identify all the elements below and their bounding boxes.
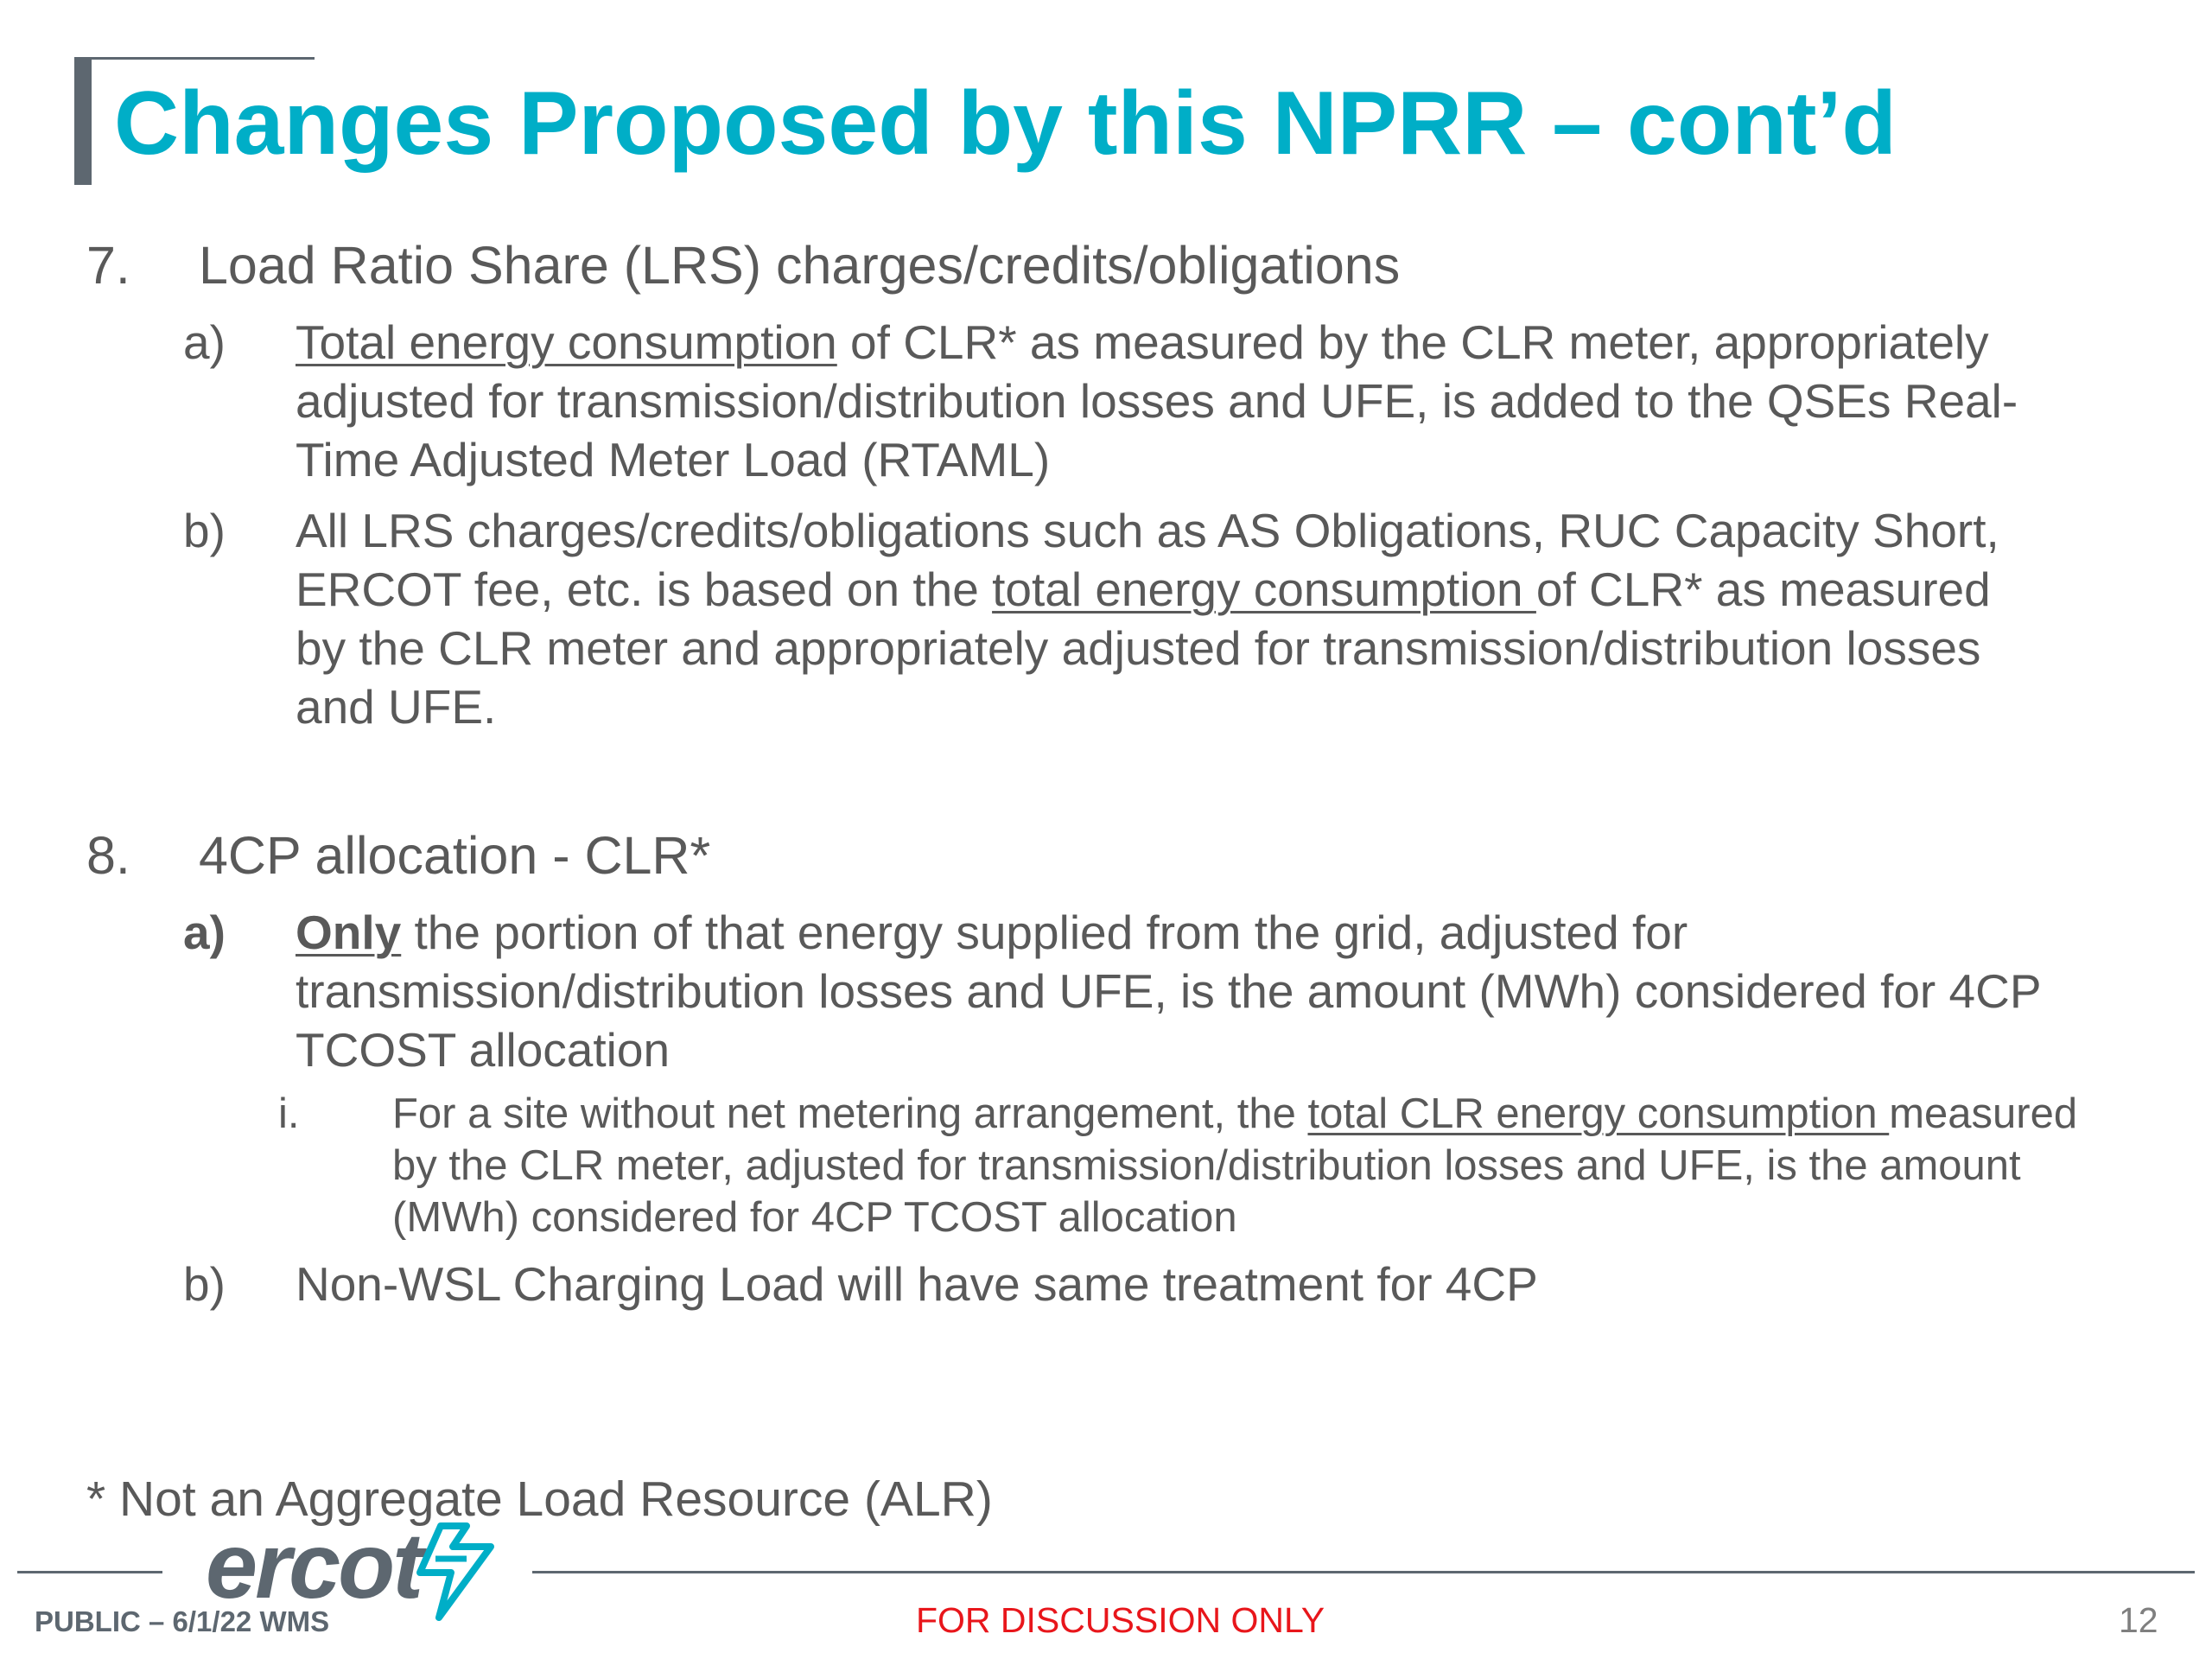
list-item-7 [86,235,1642,296]
underlined-term: total energy consumption [992,563,1536,616]
footer-classification: PUBLIC – 6/1/22 WMS [35,1605,330,1637]
logo-wordmark: ercot [206,1513,422,1618]
sub-sub-item-line: by the CLR meter, adjusted for transmission/distribution losses and UFE, is the amount [392,1142,2021,1189]
footer-divider-left [17,1571,162,1573]
sub-item-line: by the CLR meter and appropriately adjusted for transmission/distribution losses [296,621,1981,675]
sub-item-line: and UFE. [296,680,497,734]
sub-sub-item-8a-i [278,1088,2205,1243]
logo-arrow-icon [406,1521,498,1623]
list-number: 8. [86,826,130,885]
title-accent-line [74,57,315,60]
sub-sub-item-line: (MWh) considered for 4CP TCOST allocation [392,1194,1237,1241]
sub-item-7a [183,313,2171,494]
footer-divider-right [532,1571,2195,1573]
footnote: * Not an Aggregate Load Resource (ALR) [86,1471,993,1527]
list-item-text: 4CP allocation - CLR* [199,826,711,885]
sub-item-7b [183,501,2171,743]
sub-sub-item-marker: i. [278,1090,300,1137]
sub-item-line: of CLR* as measured [1535,563,1991,616]
list-item-text: Load Ratio Share (LRS) charges/credits/obligations [199,236,1401,295]
page-number: 12 [2119,1600,2158,1640]
sub-item-line: All LRS charges/credits/obligations such as AS Obligations, RUC Capacity Short, [296,504,1999,557]
list-number: 7. [86,236,130,295]
sub-item-line: TCOST allocation [296,1023,671,1077]
sub-item-marker: a) [183,906,226,959]
sub-item-marker: a) [183,315,226,369]
sub-item-line: transmission/distribution losses and UFE, is the amount (MWh) considered for 4CP [296,964,2042,1018]
sub-sub-item-line: measured [1889,1090,2078,1137]
list-item-8 [86,825,1642,886]
sub-item-8b [183,1255,2171,1313]
sub-item-line: adjusted for transmission/distribution losses and UFE, is added to the QSEs Real- [296,374,2018,428]
sub-item-line: the portion of that energy supplied from the grid, adjusted for [401,906,1688,959]
sub-item-marker: b) [183,1257,226,1311]
slide-title: Changes Proposed by this NPRR – cont’d [114,73,1897,174]
underlined-term: Total energy consumption [296,315,837,369]
underlined-term: total CLR energy consumption [1307,1090,1890,1137]
underlined-term: Only [296,906,402,959]
sub-item-line: ERCOT fee, etc. is based on the [296,563,993,616]
sub-item-line: of CLR* as measured by the CLR meter, appropriately [836,315,1989,369]
sub-item-marker: b) [183,504,226,557]
sub-sub-item-line: For a site without net metering arrangement, the [392,1090,1308,1137]
title-accent-bar [74,57,92,185]
sub-item-line: Non-WSL Charging Load will have same treatment for 4CP [296,1257,1538,1311]
sub-item-line: Time Adjusted Meter Load (RTAML) [296,433,1051,486]
sub-item-8a [183,903,2196,1084]
footer-discussion-label: FOR DISCUSSION ONLY [916,1600,1325,1640]
